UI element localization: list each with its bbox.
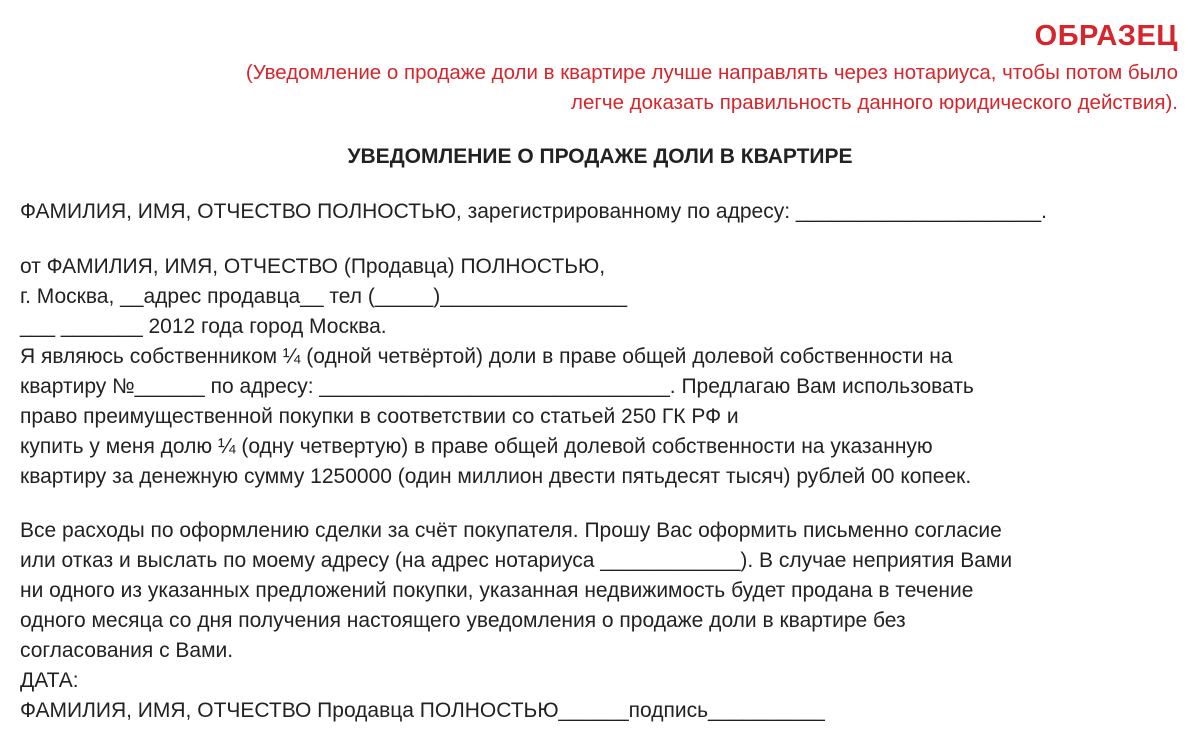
body-paragraph-2-line: согласования с Вами. xyxy=(20,639,234,662)
body-paragraph-2-line: ни одного из указанных предложений покупки, указанная недвижимость будет продана в течение xyxy=(20,579,974,602)
date-label: ДАТА: xyxy=(20,669,79,692)
signature-line: ФАМИЛИЯ, ИМЯ, ОТЧЕСТВО Продавца ПОЛНОСТЬЮ______подпись__________ xyxy=(20,699,825,722)
document-title: УВЕДОМЛЕНИЕ О ПРОДАЖЕ ДОЛИ В КВАРТИРЕ xyxy=(347,145,853,168)
sender-address-line: г. Москва, __адрес продавца__ тел (_____)________________ xyxy=(20,285,628,308)
sample-note-line: легче доказать правильность данного юридического действия). xyxy=(571,91,1178,114)
sender-line: от ФАМИЛИЯ, ИМЯ, ОТЧЕСТВО (Продавца) ПОЛНОСТЬЮ, xyxy=(20,255,606,278)
body-paragraph-1-line: квартиру за денежную сумму 1250000 (один миллион двести пятьдесят тысяч) рублей 00 копеек. xyxy=(20,465,972,488)
sample-note xyxy=(8,58,1178,118)
sample-note-line: (Уведомление о продаже доли в квартире лучше направлять через нотариуса, чтобы потом было xyxy=(245,61,1178,84)
body-paragraph-1-line: Я являюсь собственником ¼ (одной четвёртой) доли в праве общей долевой собственности на xyxy=(20,345,953,368)
addressee-line: ФАМИЛИЯ, ИМЯ, ОТЧЕСТВО ПОЛНОСТЬЮ, зарегистрированному по адресу: _____________________. xyxy=(20,200,1047,223)
body-paragraph-2-line: или отказ и выслать по моему адресу (на адрес нотариуса ____________). В случае неприятия Вами xyxy=(20,549,1013,572)
body-paragraph-1-line: право преимущественной покупки в соответствии со статьей 250 ГК РФ и xyxy=(20,405,739,428)
body-paragraph-1-line: купить у меня долю ¼ (одну четвертую) в праве общей долевой собственности на указанную xyxy=(20,435,933,458)
body-paragraph-1-line: квартиру №______ по адресу: ______________________________. Предлагаю Вам использовать xyxy=(20,375,974,398)
date-place-line: ___ _______ 2012 года город Москва. xyxy=(20,315,387,338)
body-paragraph-2-line: Все расходы по оформлению сделки за счёт покупателя. Прошу Вас оформить письменно согласие xyxy=(20,519,1002,542)
sample-label: ОБРАЗЕЦ xyxy=(1034,20,1178,52)
body-paragraph-2-line: одного месяца со дня получения настоящего уведомления о продаже доли в квартире без xyxy=(20,609,906,632)
